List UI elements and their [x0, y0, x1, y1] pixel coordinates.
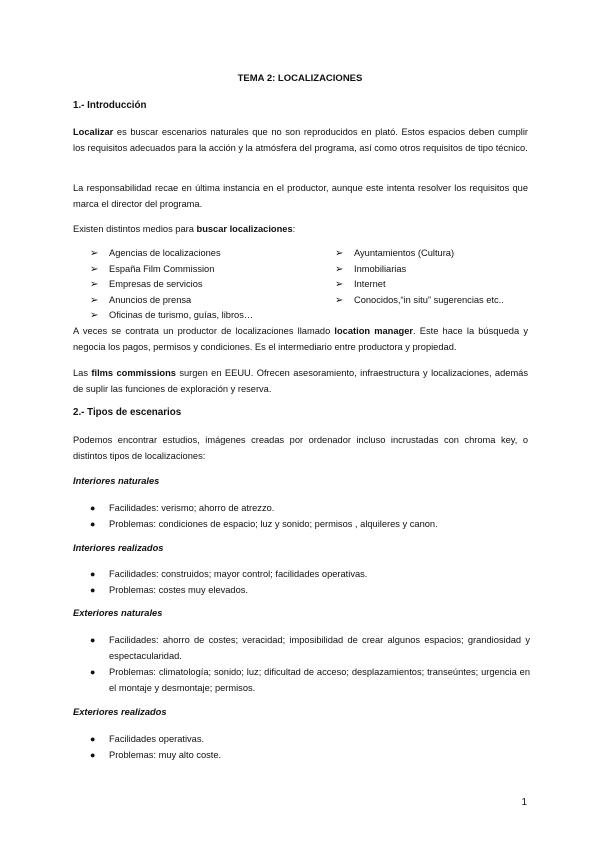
dot-bullet-icon: ●: [90, 667, 96, 677]
arrow-bullet-icon: ➢: [90, 294, 99, 306]
list-item: [335, 262, 504, 278]
list-item-text: Problemas: muy alto coste.: [109, 750, 222, 760]
group-title-interiores-realizados: Interiores realizados: [73, 543, 164, 553]
arrow-bullet-icon: ➢: [335, 248, 344, 259]
list-item: [90, 731, 530, 747]
arrow-bullet-icon: ➢: [90, 248, 99, 259]
arrow-bullet-icon: ➢: [335, 294, 344, 306]
list-item: [90, 500, 530, 516]
list-item: [90, 632, 530, 664]
section2-heading: 2.- Tipos de escenarios: [73, 407, 182, 418]
intro-paragraph-2: La responsabilidad recae en última instancia en el productor, aunque este intenta resolver los requisitos que marca el director del programa.: [73, 183, 528, 209]
dot-bullet-icon: ●: [90, 734, 96, 744]
intro-paragraph-1-text: es buscar escenarios naturales que no son reproducidos en plató. Estos espacios deben cumplir los requisitos adecuados para la acción y la atmósfera del programa, así como otros requisitos de tipo técnico.: [73, 127, 528, 153]
list-item: [335, 246, 504, 262]
section1-heading: 1.- Introducción: [73, 100, 147, 111]
list-item-text: Facilidades operativas.: [109, 734, 205, 744]
group-list-interiores-realizados: [90, 566, 530, 598]
list-item: [90, 566, 530, 582]
dot-bullet-icon: ●: [90, 519, 96, 529]
intro-paragraph-1: [73, 124, 528, 156]
list-item-text: Problemas: climatología; sonido; luz; dificultad de acceso; desplazamientos; transeúntes; urgencia en el montaje y desmontaje; permisos.: [109, 667, 530, 693]
list-item-text: Facilidades: ahorro de costes; veracidad; imposibilidad de crear algunos espacios; grandiosidad y espectacularidad.: [109, 635, 530, 661]
list-item-text: Internet: [354, 279, 386, 289]
list-item-text: Problemas: condiciones de espacio; luz y sonido; permisos , alquileres y canon.: [109, 519, 438, 529]
location-manager-paragraph: [73, 323, 528, 355]
group-title-exteriores-naturales: Exteriores naturales: [73, 608, 163, 618]
means-list-right: [335, 246, 504, 308]
lm-bold: location manager: [334, 326, 413, 336]
list-item: [90, 747, 530, 763]
means-paragraph: [73, 221, 528, 237]
dot-bullet-icon: ●: [90, 750, 96, 760]
arrow-bullet-icon: ➢: [90, 279, 99, 290]
arrow-bullet-icon: ➢: [335, 279, 344, 290]
list-item: [335, 277, 504, 293]
list-item-text: Facilidades: verismo; ahorro de atrezzo.: [109, 503, 275, 513]
dot-bullet-icon: ●: [90, 585, 96, 595]
means-post: :: [292, 224, 296, 234]
list-item: [90, 664, 530, 696]
group-list-exteriores-naturales: [90, 632, 530, 696]
means-list-left: [90, 246, 253, 324]
list-item-text: Anuncios de prensa: [109, 294, 192, 305]
film-commissions-paragraph: [73, 365, 528, 397]
arrow-bullet-icon: ➢: [90, 263, 99, 275]
document-title: TEMA 2: LOCALIZACIONES: [237, 73, 363, 84]
list-item: [90, 246, 253, 262]
list-item: [90, 516, 530, 532]
list-item: [90, 262, 253, 278]
arrow-bullet-icon: ➢: [90, 310, 99, 321]
list-item: [90, 293, 253, 309]
arrow-bullet-icon: ➢: [335, 263, 344, 275]
dot-bullet-icon: ●: [90, 569, 96, 579]
dot-bullet-icon: ●: [90, 635, 96, 645]
list-item-text: España Film Commission: [109, 263, 215, 274]
group-list-interiores-naturales: [90, 500, 530, 532]
group-title-exteriores-realizados: Exteriores realizados: [73, 707, 167, 717]
list-item-text: Conocidos,“in situ” sugerencias etc..: [354, 294, 504, 305]
list-item-text: Inmobiliarias: [354, 263, 407, 274]
list-item: [90, 582, 530, 598]
list-item-text: Empresas de servicios: [109, 279, 203, 289]
list-item: [90, 277, 253, 293]
intro-term: Localizar: [73, 127, 114, 137]
list-item: [90, 308, 253, 324]
fc-bold: films commissions: [91, 368, 176, 378]
page-number: 1: [521, 797, 527, 808]
list-item: [335, 293, 504, 309]
list-item-text: Facilidades: construidos; mayor control; facilidades operativas.: [109, 569, 368, 579]
section2-intro: Podemos encontrar estudios, imágenes creadas por ordenador incluso incrustadas con chroma key, o distintos tipos de localizaciones:: [73, 435, 528, 461]
dot-bullet-icon: ●: [90, 503, 96, 513]
list-item-text: Problemas: costes muy elevados.: [109, 585, 248, 595]
lm-post: . Este hace la búsqueda y negocia los pagos, permisos y condiciones. Es el intermediario entre productora y propiedad.: [73, 326, 528, 352]
lm-pre: A veces se contrata un productor de localizaciones llamado: [73, 326, 335, 336]
fc-pre: Las: [73, 368, 92, 378]
group-title-interiores-naturales: Interiores naturales: [73, 476, 160, 486]
means-bold: buscar localizaciones: [196, 224, 293, 234]
fc-post: surgen en EEUU. Ofrecen asesoramiento, infraestructura y localizaciones, además de suplir las funciones de exploración y reserva.: [73, 368, 529, 394]
list-item-text: Ayuntamientos (Cultura): [354, 248, 455, 258]
means-pre: Existen distintos medios para: [73, 224, 197, 234]
group-list-exteriores-realizados: [90, 731, 530, 763]
list-item-text: Agencias de localizaciones: [109, 248, 221, 258]
list-item-text: Oficinas de turismo, guías, libros…: [109, 310, 254, 320]
